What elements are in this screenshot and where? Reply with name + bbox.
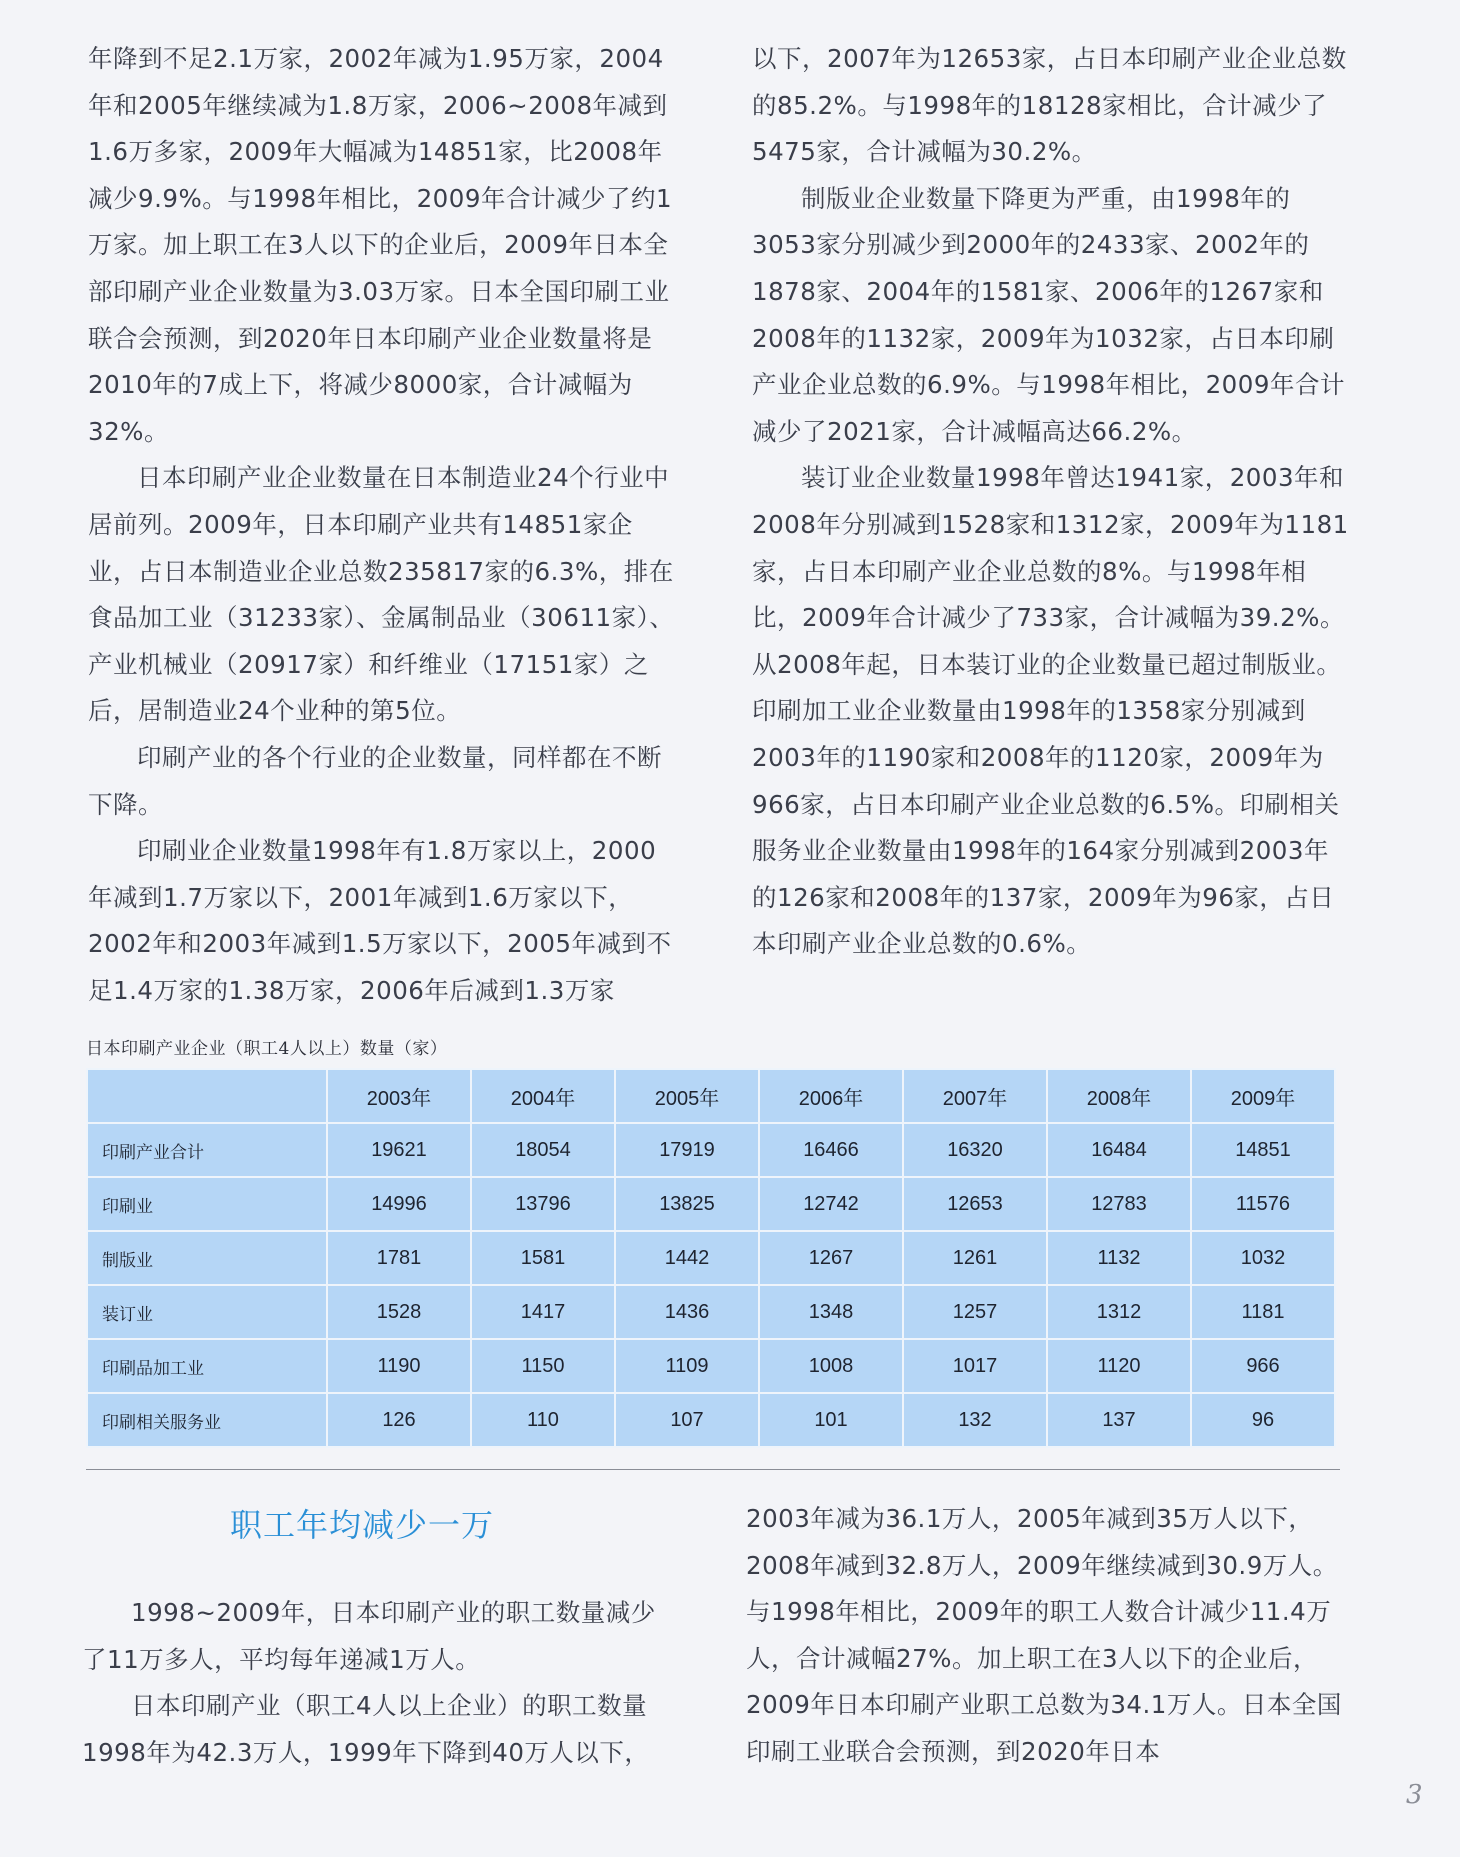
table-header-cell xyxy=(87,1069,327,1123)
table-row xyxy=(87,1231,1335,1285)
table-cell: 107 xyxy=(615,1393,759,1447)
table-cell: 96 xyxy=(1191,1393,1335,1447)
table-cell: 1348 xyxy=(759,1285,903,1339)
row-label: 印刷相关服务业 xyxy=(87,1393,327,1447)
table-caption: 日本印刷产业企业（职工4人以上）数量（家） xyxy=(86,1039,448,1059)
table-cell: 1528 xyxy=(327,1285,471,1339)
table-header-cell: 2009年 xyxy=(1191,1069,1335,1123)
table-cell: 19621 xyxy=(327,1123,471,1177)
row-label: 印刷产业合计 xyxy=(87,1123,327,1177)
table-cell: 1150 xyxy=(471,1339,615,1393)
table-cell: 1781 xyxy=(327,1231,471,1285)
paragraph: 1998~2009年，日本印刷产业的职工数量减少了11万多人，平均每年递减1万人。 xyxy=(82,1598,656,1674)
table-cell: 101 xyxy=(759,1393,903,1447)
table-cell: 1132 xyxy=(1047,1231,1191,1285)
section-heading: 职工年均减少一万 xyxy=(230,1506,495,1544)
table-row xyxy=(87,1285,1335,1339)
table-cell: 11576 xyxy=(1191,1177,1335,1231)
table-header-row xyxy=(87,1069,1335,1123)
table-cell: 132 xyxy=(903,1393,1047,1447)
paragraph: 以下，2007年为12653家，占日本印刷产业企业总数的85.2%。与1998年的18128家相比，合计减少了5475家，合计减幅为30.2%。 xyxy=(752,44,1347,167)
table-cell: 13825 xyxy=(615,1177,759,1231)
table-header-cell: 2006年 xyxy=(759,1069,903,1123)
paragraph: 装订业企业数量1998年曾达1941家，2003年和2008年分别减到1528家和1312家，2009年为1181家，占日本印刷产业企业总数的8%。与1998年相比，2009年合计减少了733家，合计减幅为39.2%。从2008年起，日本装订业的企业数量已超过制版业。印刷加工业企业数量由1998年的1358家分别减到2003年的1190家和2008年的1120家，2009年为966家，占日本印刷产业企业总数的6.5%。印刷相关服务业企业数量由1998年的164家分别减到2003年的126家和2008年的137家，2009年为96家，占日本印刷产业企业总数的0.6%。 xyxy=(752,463,1349,959)
table-cell: 12742 xyxy=(759,1177,903,1231)
table-cell: 1257 xyxy=(903,1285,1047,1339)
section-divider xyxy=(86,1469,1340,1470)
table-cell: 16466 xyxy=(759,1123,903,1177)
row-label: 装订业 xyxy=(87,1285,327,1339)
paragraph: 印刷产业的各个行业的企业数量，同样都在不断下降。 xyxy=(88,742,662,819)
table-cell: 17919 xyxy=(615,1123,759,1177)
paragraph: 2003年减为36.1万人，2005年减到35万人以下，2008年减到32.8万人，2009年继续减到30.9万人。与1998年相比，2009年的职工人数合计减少11.4万人，合计减幅27%。加上职工在3人以下的企业后，2009年日本印刷产业职工总数为34.1万人。日本全国印刷工业联合会预测，到2020年日本 xyxy=(746,1504,1342,1766)
table-header-cell: 2007年 xyxy=(903,1069,1047,1123)
table-cell: 14851 xyxy=(1191,1123,1335,1177)
table-cell: 110 xyxy=(471,1393,615,1447)
table-cell: 16320 xyxy=(903,1123,1047,1177)
table-cell: 16484 xyxy=(1047,1123,1191,1177)
table-cell: 18054 xyxy=(471,1123,615,1177)
table-header-cell: 2003年 xyxy=(327,1069,471,1123)
table-cell: 1190 xyxy=(327,1339,471,1393)
table-cell: 1032 xyxy=(1191,1231,1335,1285)
page-number: 3 xyxy=(1406,1780,1423,1810)
table-cell: 1181 xyxy=(1191,1285,1335,1339)
table-cell: 966 xyxy=(1191,1339,1335,1393)
row-label: 印刷品加工业 xyxy=(87,1339,327,1393)
paragraph: 年降到不足2.1万家，2002年减为1.95万家，2004年和2005年继续减为1.8万家，2006~2008年减到1.6万多家，2009年大幅减为14851家，比2008年减少9.9%。与1998年相比，2009年合计减少了约1万家。加上职工在3人以下的企业后，2009年日本全部印刷产业企业数量为3.03万家。日本全国印刷工业联合会预测，到2020年日本印刷产业企业数量将是2010年的7成上下，将减少8000家，合计减幅为32%。 xyxy=(88,44,673,446)
table-header-cell: 2008年 xyxy=(1047,1069,1191,1123)
paragraph: 印刷业企业数量1998年有1.8万家以上，2000年减到1.7万家以下，2001年减到1.6万家以下，2002年和2003年减到1.5万家以下，2005年减到不足1.4万家的1.38万家，2006年后减到1.3万家 xyxy=(88,836,672,1005)
table-cell: 1312 xyxy=(1047,1285,1191,1339)
paragraph: 制版业企业数量下降更为严重，由1998年的3053家分别减少到2000年的2433家、2002年的1878家、2004年的1581家、2006年的1267家和2008年的1132家，2009年为1032家，占日本印刷产业企业总数的6.9%。与1998年相比，2009年合计减少了2021家，合计减幅高达66.2%。 xyxy=(752,183,1345,446)
paragraph: 日本印刷产业（职工4人以上企业）的职工数量1998年为42.3万人，1999年下降到40万人以下， xyxy=(82,1691,650,1767)
table-cell: 13796 xyxy=(471,1177,615,1231)
table-cell: 137 xyxy=(1047,1393,1191,1447)
table-header-cell: 2004年 xyxy=(471,1069,615,1123)
table-cell: 1017 xyxy=(903,1339,1047,1393)
section-text-column-left xyxy=(82,1590,680,1776)
table-row xyxy=(87,1339,1335,1393)
table-cell: 1261 xyxy=(903,1231,1047,1285)
table-header-cell: 2005年 xyxy=(615,1069,759,1123)
table-cell: 1442 xyxy=(615,1231,759,1285)
text-column-left xyxy=(88,36,680,1014)
enterprise-count-table xyxy=(86,1068,1336,1448)
table-cell: 14996 xyxy=(327,1177,471,1231)
table-row xyxy=(87,1123,1335,1177)
row-label: 印刷业 xyxy=(87,1177,327,1231)
table-cell: 1417 xyxy=(471,1285,615,1339)
table-cell: 12783 xyxy=(1047,1177,1191,1231)
table-cell: 1109 xyxy=(615,1339,759,1393)
section-text-column-right xyxy=(746,1496,1350,1776)
table-row xyxy=(87,1393,1335,1447)
table-cell: 12653 xyxy=(903,1177,1047,1231)
text-column-right xyxy=(752,36,1350,968)
table-cell: 126 xyxy=(327,1393,471,1447)
row-label: 制版业 xyxy=(87,1231,327,1285)
table-cell: 1581 xyxy=(471,1231,615,1285)
table-cell: 1436 xyxy=(615,1285,759,1339)
paragraph: 日本印刷产业企业数量在日本制造业24个行业中居前列。2009年，日本印刷产业共有14851家企业，占日本制造业企业总数235817家的6.3%，排在食品加工业（31233家）、金属制品业（30611家）、产业机械业（20917家）和纤维业（17151家）之后，居制造业24个业种的第5位。 xyxy=(88,463,675,726)
table-row xyxy=(87,1177,1335,1231)
table-cell: 1120 xyxy=(1047,1339,1191,1393)
table-cell: 1008 xyxy=(759,1339,903,1393)
table-cell: 1267 xyxy=(759,1231,903,1285)
